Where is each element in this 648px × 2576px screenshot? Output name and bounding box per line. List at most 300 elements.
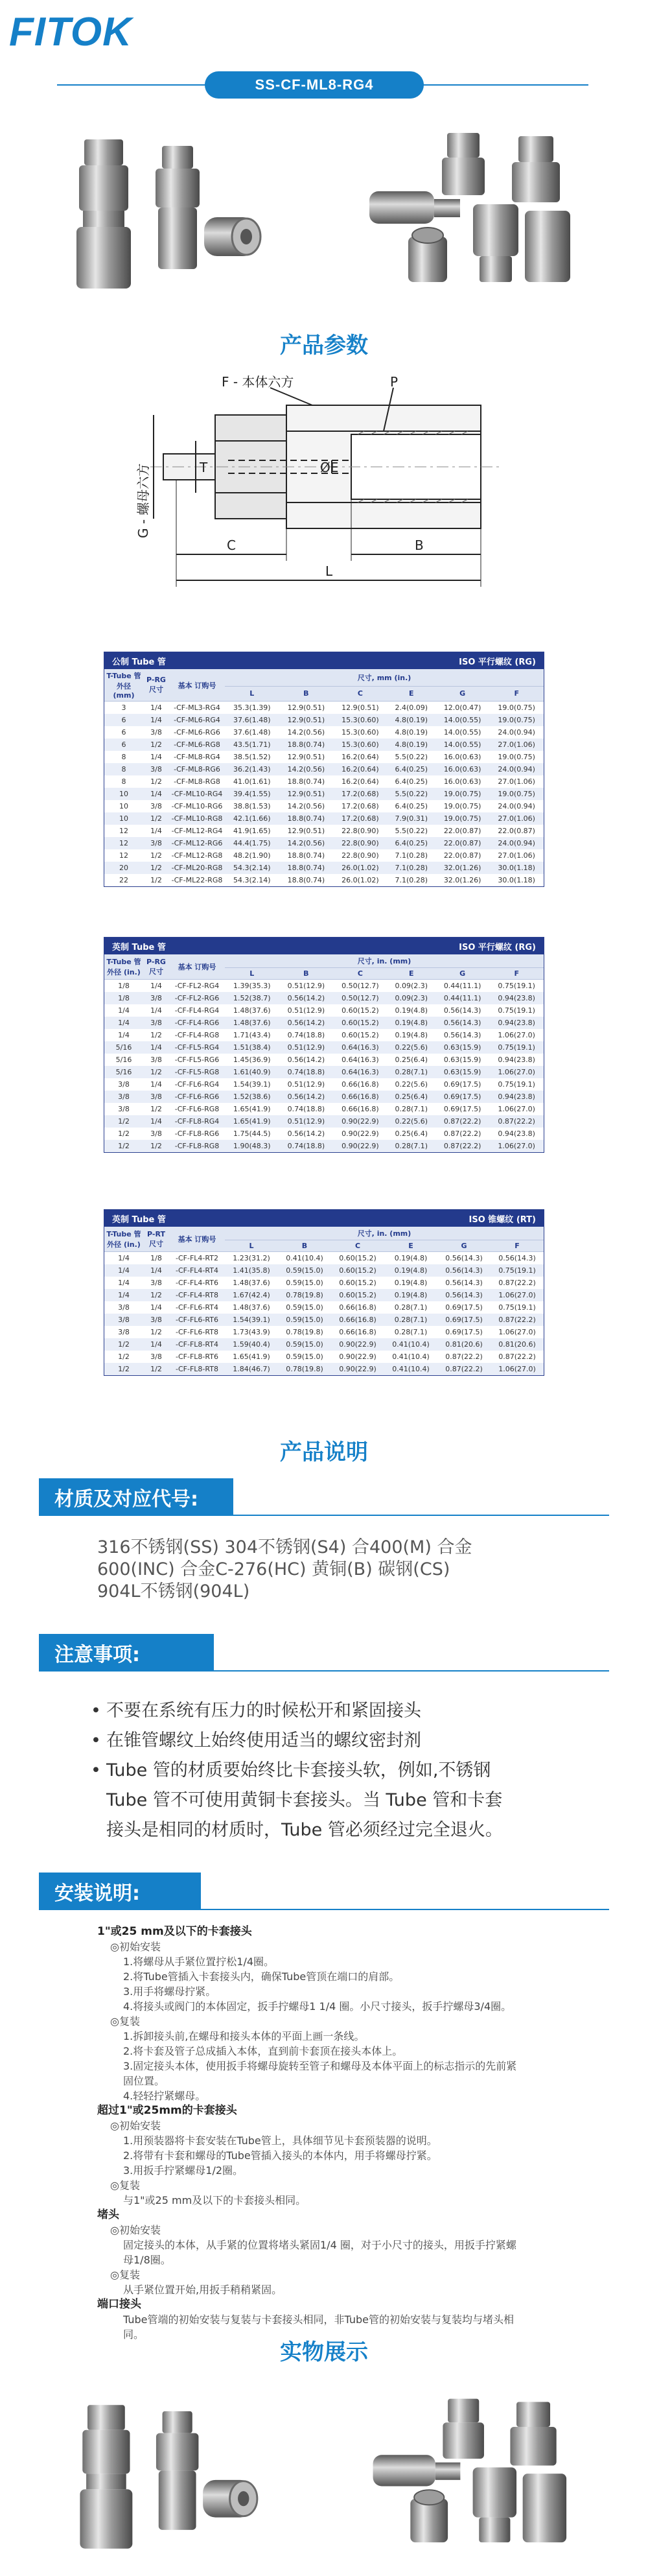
table-row: [104, 1301, 544, 1314]
table-cell: 0.87(22.2): [498, 1352, 536, 1361]
materials-line: 600(INC) 合金C-276(HC) 黄铜(B) 碳钢(CS): [97, 1559, 450, 1579]
materials-line: 904L不锈钢(904L): [97, 1581, 250, 1601]
table-cell: 0.94(23.8): [489, 1017, 544, 1029]
table-cell: 27.0(1.06): [498, 851, 535, 860]
table-cell: -CF-FL6-RT4: [176, 1303, 218, 1312]
col-part: 基本 订购号: [169, 669, 225, 702]
table-imperial-rg: [104, 937, 544, 1153]
table-cell: 0.59(15.0): [286, 1352, 323, 1361]
table-cell: 1.23(31.2): [233, 1253, 270, 1262]
table-cell: 0.87(22.2): [437, 1363, 491, 1375]
table-cell: 0.09(2.3): [395, 981, 428, 990]
table-cell: 0.64(16.3): [333, 1041, 388, 1054]
col-F: F: [489, 686, 544, 701]
table-cell: 0.22(5.6): [395, 1080, 428, 1089]
table-cell: 44.4(1.75): [225, 837, 279, 849]
table-row: [104, 1338, 544, 1351]
table-cell: 0.74(18.8): [279, 1066, 334, 1078]
table-cell: 38.5(1.52): [233, 752, 271, 761]
notes-bar: 注意事项:: [39, 1634, 214, 1672]
install-step: 4.将接头或阀门的本体固定，扳手拧螺母1 1/4 圈。小尺寸接头，扳手拧螺母3/4圈。: [123, 2000, 512, 2013]
table-cell: -CF-FL4-RT2: [176, 1253, 218, 1262]
table-cell: 15.3(0.60): [333, 739, 388, 751]
table-cell: 0.69(17.5): [445, 1327, 483, 1336]
table-cell: 0.44(11.1): [443, 981, 481, 990]
table-cell: 0.90(22.9): [331, 1338, 384, 1351]
table-cell: 0.50(12.7): [333, 992, 388, 1004]
table-cell: 1/8: [150, 1253, 162, 1262]
table-cell: 1.45(36.9): [233, 1055, 271, 1064]
table-cell: 7.1(0.28): [395, 875, 428, 884]
table-cell: 5/16: [104, 1041, 143, 1054]
table-cell: -CF-ML20-RG8: [169, 862, 225, 874]
table-cell: -CF-FL6-RG8: [174, 1104, 220, 1113]
table-cell: 0.87(22.2): [443, 1129, 481, 1138]
install-step: 4.轻轻拧紧螺母。: [123, 2090, 206, 2102]
table-cell: 1/4: [118, 1278, 130, 1287]
table-cell: 0.22(5.6): [388, 1041, 435, 1054]
model-pill: SS-CF-ML8-RG4: [205, 71, 424, 99]
table-cell: 22.0(0.87): [435, 837, 490, 849]
table-cell: 18.8(0.74): [279, 862, 334, 874]
table-cell: 6.4(0.25): [395, 777, 428, 786]
table-cell: 3/8: [143, 837, 169, 849]
table-cell: 1.39(35.3): [233, 981, 271, 990]
table-cell: 17.2(0.68): [341, 801, 379, 810]
table-cell: 1.54(39.1): [225, 1314, 278, 1326]
product-photo-bottom-left: [65, 2393, 279, 2561]
table-cell: 12.9(0.51): [287, 826, 325, 835]
table-cell: 12: [119, 851, 128, 860]
table-cell: -CF-FL8-RG6: [174, 1129, 220, 1138]
table-cell: 3/8: [143, 1091, 169, 1103]
table-cell: 0.87(22.2): [498, 1278, 536, 1287]
col-tube: T-Tube 管外径 (mm): [104, 669, 143, 702]
table-cell: 0.41(10.4): [384, 1363, 437, 1375]
table-title: 公制 Tube 管: [112, 657, 166, 667]
table-cell: -CF-ML6-RG4: [169, 714, 225, 726]
table-cell: 1.51(38.4): [225, 1041, 279, 1054]
table-cell: 0.56(14.3): [435, 1017, 490, 1029]
table-cell: 20: [104, 862, 143, 874]
table-cell: -CF-ML12-RG4: [171, 826, 223, 835]
table-cell: 5.5(0.22): [395, 752, 428, 761]
table-cell: 16.0(0.63): [435, 763, 490, 775]
table-row: [104, 800, 544, 812]
product-photo-bottom-right: [350, 2393, 583, 2561]
table-cell: 0.59(15.0): [286, 1278, 323, 1287]
table-cell: 0.28(7.1): [395, 1104, 428, 1113]
table-row: [104, 1314, 544, 1326]
table-cell: 0.78(19.8): [278, 1289, 331, 1301]
table-cell: 3/8: [118, 1303, 130, 1312]
table-cell: -CF-FL4-RT6: [176, 1278, 218, 1287]
table-cell: 0.75(19.1): [498, 981, 535, 990]
table-cell: 27.0(1.06): [489, 812, 544, 825]
table-cell: 3/8: [143, 763, 169, 775]
table-cell: 0.74(18.8): [279, 1140, 334, 1152]
table-cell: 0.19(4.8): [388, 1017, 435, 1029]
table-cell: 1/2: [104, 1115, 143, 1128]
table-cell: 6.4(0.25): [388, 837, 435, 849]
table-row: [104, 702, 544, 714]
col-pr: P-RG 尺寸: [143, 954, 169, 980]
table-cell: 7.1(0.28): [388, 862, 435, 874]
table-cell: 3/8: [150, 1055, 162, 1064]
table-cell: 37.6(1.48): [225, 714, 279, 726]
materials-line: 316不锈钢(SS) 304不锈钢(S4) 合400(M) 合金: [97, 1537, 472, 1557]
dimension-diagram: [137, 370, 513, 606]
product-photo-top-right: [350, 126, 583, 301]
table-cell: 1/4: [143, 714, 169, 726]
table-cell: 0.56(14.3): [437, 1264, 491, 1277]
install-subheading: ◎初始安装: [110, 2224, 161, 2236]
table-cell: -CF-FL4-RG8: [174, 1030, 220, 1039]
materials-divider: [39, 1515, 609, 1516]
table-cell: 1.48(37.6): [233, 1303, 270, 1312]
table-cell: 14.0(0.55): [435, 739, 490, 751]
table-cell: 0.90(22.9): [339, 1352, 376, 1361]
table-cell: 1/2: [143, 739, 169, 751]
col-dims: 尺寸, in. (mm): [225, 954, 544, 968]
table-cell: 1/2: [118, 1352, 130, 1361]
table-cell: 0.66(16.8): [341, 1104, 379, 1113]
install-heading: 超过1"或25mm的卡套接头: [97, 2104, 237, 2117]
table-cell: 19.0(0.75): [435, 812, 490, 825]
table-cell: 0.25(6.4): [395, 1055, 428, 1064]
table-cell: 12.9(0.51): [341, 703, 379, 712]
table-cell: 1.06(27.0): [491, 1363, 544, 1375]
table-cell: -CF-FL8-RT4: [169, 1338, 225, 1351]
table-cell: -CF-FL2-RG4: [174, 981, 220, 990]
table-cell: 12.9(0.51): [287, 703, 325, 712]
table-cell: -CF-FL8-RG4: [169, 1115, 225, 1128]
table-cell: -CF-FL5-RG4: [169, 1041, 225, 1054]
table-cell: 0.75(19.1): [489, 1041, 544, 1054]
table-row: [104, 980, 544, 992]
table-row: [104, 862, 544, 874]
col-B: B: [278, 1240, 331, 1252]
table-row: [104, 1252, 544, 1264]
table-cell: 3/8: [104, 1314, 143, 1326]
table-cell: 0.63(15.9): [443, 1055, 481, 1064]
table-cell: 0.60(15.2): [341, 1030, 379, 1039]
table-cell: -CF-FL8-RT8: [169, 1363, 225, 1375]
table-cell: 0.56(14.2): [287, 1129, 325, 1138]
table-cell: 1/2: [143, 1140, 169, 1152]
table-cell: 3/8: [118, 1080, 130, 1089]
table-row: [104, 1264, 544, 1277]
table-cell: 0.51(12.9): [279, 1041, 334, 1054]
table-cell: 1/2: [150, 777, 162, 786]
table-cell: -CF-FL4-RG4: [174, 1006, 220, 1015]
table-cell: 36.2(1.43): [225, 763, 279, 775]
table-row: [104, 788, 544, 800]
col-pr: P-RT 尺寸: [143, 1227, 169, 1252]
table-cell: 0.69(17.5): [443, 1104, 481, 1113]
table-cell: 41.0(1.61): [233, 777, 271, 786]
col-dims: 尺寸, mm (in.): [225, 669, 544, 686]
table-cell: 0.78(19.8): [286, 1327, 323, 1336]
install-subheading: ◎复装: [110, 2269, 140, 2281]
table-cell: 1.54(39.1): [233, 1080, 271, 1089]
table-cell: 10: [119, 801, 128, 810]
label-L: L: [325, 563, 333, 579]
table-cell: 1.61(40.9): [225, 1066, 279, 1078]
table-cell: 1.67(42.4): [225, 1289, 278, 1301]
install-subheading: ◎复装: [110, 2179, 140, 2192]
table-cell: 1.06(27.0): [489, 1066, 544, 1078]
table-cell: 1.52(38.7): [225, 992, 279, 1004]
table-row: [104, 1103, 544, 1115]
table-cell: 1/4: [104, 1289, 143, 1301]
table-row: [104, 1078, 544, 1091]
table-cell: 1.90(48.3): [225, 1140, 279, 1152]
label-C: C: [227, 538, 236, 553]
table-cell: 1/2: [143, 862, 169, 874]
table-cell: 1/2: [143, 1289, 169, 1301]
install-subheading: ◎初始安装: [110, 2120, 161, 2132]
col-C: C: [331, 1240, 384, 1252]
table-cell: 22.0(0.87): [443, 851, 481, 860]
table-cell: -CF-ML10-RG4: [169, 788, 225, 800]
table-cell: 8: [121, 752, 126, 761]
install-divider: [39, 1909, 609, 1910]
table-cell: 1.65(41.9): [233, 1104, 271, 1113]
table-cell: 0.51(12.9): [287, 981, 325, 990]
table-cell: 15.3(0.60): [333, 714, 388, 726]
table-cell: 12.9(0.51): [279, 714, 334, 726]
table-row: [104, 1289, 544, 1301]
table-cell: 32.0(1.26): [435, 862, 490, 874]
product-photo-top-left: [65, 126, 279, 301]
table-cell: 1.48(37.6): [233, 1278, 270, 1287]
col-L: L: [225, 968, 279, 980]
table-row: [104, 1351, 544, 1363]
table-cell: 4.8(0.19): [395, 727, 428, 737]
table-body: [104, 702, 544, 886]
table-cell: 3/8: [150, 1129, 162, 1138]
table-cell: 1.06(27.0): [498, 1327, 536, 1336]
table-cell: 1/4: [104, 1017, 143, 1029]
table-cell: 19.0(0.75): [435, 788, 490, 800]
table-cell: 0.59(15.0): [278, 1264, 331, 1277]
col-F: F: [491, 1240, 544, 1252]
table-cell: 0.59(15.0): [278, 1314, 331, 1326]
table-cell: 0.60(15.2): [339, 1253, 376, 1262]
label-P: P: [390, 374, 399, 390]
table-cell: 1.71(43.4): [233, 1030, 271, 1039]
table-cell: 22.0(0.87): [498, 826, 535, 835]
table-cell: 0.60(15.2): [341, 1006, 379, 1015]
table-row: [104, 825, 544, 837]
table-row: [104, 1054, 544, 1066]
table-cell: 16.0(0.63): [443, 777, 481, 786]
table-cell: 0.28(7.1): [394, 1327, 428, 1336]
table-cell: 12.9(0.51): [287, 752, 325, 761]
table-cell: 6.4(0.25): [388, 763, 435, 775]
table-cell: 19.0(0.75): [498, 703, 535, 712]
note-item: • 在锥管螺纹上始终使用适当的螺纹密封剂: [91, 1726, 583, 1756]
table-cell: 1/4: [143, 1264, 169, 1277]
table-cell: 24.0(0.94): [498, 727, 535, 737]
table-cell: 0.75(19.1): [498, 1006, 535, 1015]
table-cell: 18.8(0.74): [287, 777, 325, 786]
install-bar: 安装说明:: [39, 1873, 201, 1910]
install-step: 母1/8圈。: [123, 2254, 171, 2266]
install-step: 2.将带有卡套和螺母的Tube管插入接头的本体内，用手将螺母拧紧。: [123, 2149, 437, 2162]
table-cell: 3/8: [118, 1327, 130, 1336]
table-cell: 39.4(1.55): [225, 788, 279, 800]
table-row: [104, 849, 544, 862]
table-row: [104, 726, 544, 739]
label-G: G - 螺母六方: [135, 463, 151, 538]
table-cell: 42.1(1.66): [225, 812, 279, 825]
table-cell: 19.0(0.75): [498, 752, 535, 761]
table-cell: 1/2: [143, 812, 169, 825]
table-cell: 5.5(0.22): [388, 788, 435, 800]
table-cell: -CF-ML12-RG6: [169, 837, 225, 849]
table-cell: 0.19(4.8): [394, 1278, 428, 1287]
install-step: Tube管端的初始安装与复装与卡套接头相同，非Tube管的初始安装与复装均与堵头相: [123, 2313, 514, 2326]
label-T: T: [200, 460, 208, 475]
table-cell: -CF-FL6-RT8: [176, 1327, 218, 1336]
table-cell: 0.66(16.8): [333, 1091, 388, 1103]
table-cell: 1.48(37.6): [233, 1006, 271, 1015]
table-cell: -CF-FL4-RT4: [169, 1264, 225, 1277]
table-cell: 0.90(22.9): [341, 1129, 379, 1138]
table-cell: 1/2: [150, 1104, 162, 1113]
table-row: [104, 1363, 544, 1375]
note-item: • 不要在系统有压力的时候松开和紧固接头: [91, 1696, 583, 1726]
table-cell: 1/4: [150, 703, 162, 712]
table-cell: 0.66(16.8): [341, 1080, 379, 1089]
table-row: [104, 874, 544, 886]
table-cell: 0.56(14.3): [498, 1253, 536, 1262]
col-E: E: [388, 686, 435, 701]
table-cell: 0.19(4.8): [395, 1006, 428, 1015]
table-row: [104, 1004, 544, 1017]
table-cell: 0.78(19.8): [278, 1363, 331, 1375]
table-cell: 30.0(1.18): [489, 862, 544, 874]
table-cell: -CF-FL6-RG6: [169, 1091, 225, 1103]
table-cell: 1.84(46.7): [225, 1363, 278, 1375]
table-cell: 0.69(17.5): [435, 1091, 490, 1103]
table-cell: 0.94(23.8): [489, 1091, 544, 1103]
table-cell: 0.19(4.8): [384, 1289, 437, 1301]
table-row: [104, 1115, 544, 1128]
table-cell: 0.69(17.5): [443, 1080, 481, 1089]
table-cell: 0.44(11.1): [435, 992, 490, 1004]
params-title: 产品参数: [280, 333, 368, 359]
table-cell: 22.0(0.87): [443, 826, 481, 835]
table-cell: 1/4: [143, 788, 169, 800]
col-tube: T-Tube 管外径 (in.): [104, 1227, 143, 1252]
table-cell: 1/4: [150, 826, 162, 835]
table-row: [104, 751, 544, 763]
install-step: 与1"或25 mm及以下的卡套接头相同。: [123, 2194, 307, 2206]
table-cell: 1.75(44.5): [233, 1129, 271, 1138]
table-cell: -CF-ML6-RG8: [169, 739, 225, 751]
table-cell: 19.0(0.75): [489, 788, 544, 800]
table-cell: -CF-FL6-RT6: [169, 1314, 225, 1326]
install-step: 1.将螺母从手紧位置拧松1/4圈。: [123, 1956, 275, 1968]
table-cell: 0.56(14.3): [437, 1289, 491, 1301]
table-cell: 1.65(41.9): [225, 1115, 279, 1128]
table-cell: 1/4: [143, 1115, 169, 1128]
table-cell: 1/4: [150, 752, 162, 761]
table-cell: 1/2: [150, 1030, 162, 1039]
table-body: [104, 1252, 544, 1375]
table-cell: 0.69(17.5): [445, 1303, 483, 1312]
install-instructions: [97, 1924, 603, 2342]
table-cell: 26.0(1.02): [341, 875, 379, 884]
table-cell: 14.2(0.56): [287, 727, 325, 737]
table-row: [104, 1017, 544, 1029]
table-cell: 22.8(0.90): [333, 837, 388, 849]
table-cell: 0.75(19.1): [498, 1303, 536, 1312]
col-G: G: [435, 968, 490, 980]
table-cell: 12: [119, 826, 128, 835]
table-cell: 0.56(14.2): [279, 992, 334, 1004]
table-cell: 0.66(16.8): [339, 1303, 376, 1312]
table-cell: 1/2: [143, 1363, 169, 1375]
table-cell: -CF-FL4-RT8: [169, 1289, 225, 1301]
table-cell: 19.0(0.75): [489, 714, 544, 726]
brand-logo: FITOK: [9, 10, 132, 54]
table-cell: -CF-ML8-RG6: [169, 763, 225, 775]
col-B: B: [279, 968, 334, 980]
table-cell: 0.66(16.8): [339, 1327, 376, 1336]
table-cell: 24.0(0.94): [489, 763, 544, 775]
table-cell: 1/4: [118, 1006, 130, 1015]
col-part: 基本 订购号: [169, 1227, 225, 1252]
table-row: [104, 837, 544, 849]
table-cell: 0.25(6.4): [388, 1091, 435, 1103]
install-step: 从手紧位置开始,用扳手稍稍紧固。: [123, 2284, 283, 2296]
table-cell: 0.28(7.1): [394, 1303, 428, 1312]
table-cell: 16.2(0.64): [333, 763, 388, 775]
install-step: 3.用手将螺母拧紧。: [123, 1985, 216, 1998]
install-heading: 堵头: [97, 2208, 119, 2221]
table-cell: 0.87(22.2): [435, 1140, 490, 1152]
table-cell: 3/8: [143, 1017, 169, 1029]
table-cell: 7.1(0.28): [395, 851, 428, 860]
table-cell: 0.64(16.3): [341, 1055, 379, 1064]
table-cell: 15.3(0.60): [341, 727, 379, 737]
table-cell: 1/2: [104, 1338, 143, 1351]
table-title: 英制 Tube 管: [112, 942, 166, 952]
col-pr: P-RG 尺寸: [143, 669, 169, 702]
table-cell: 14.2(0.56): [279, 763, 334, 775]
col-L: L: [225, 686, 279, 701]
table-row: [104, 1128, 544, 1140]
col-L: L: [225, 1240, 278, 1252]
table-cell: 18.8(0.74): [287, 875, 325, 884]
table-cell: 14.0(0.55): [443, 727, 481, 737]
table-cell: 38.8(1.53): [233, 801, 271, 810]
desc-title: 产品说明: [280, 1439, 368, 1465]
table-cell: 12.9(0.51): [279, 788, 334, 800]
install-step: 3.用扳手拧紧螺母1/2圈。: [123, 2164, 244, 2177]
table-cell: 1/4: [150, 1303, 162, 1312]
col-dims: 尺寸, in. (mm): [225, 1227, 544, 1240]
table-cell: 27.0(1.06): [489, 739, 544, 751]
label-E: ØE: [320, 460, 339, 475]
table-row: [104, 992, 544, 1004]
table-cell: 0.56(14.2): [287, 1055, 325, 1064]
table-cell: 0.50(12.7): [341, 981, 379, 990]
